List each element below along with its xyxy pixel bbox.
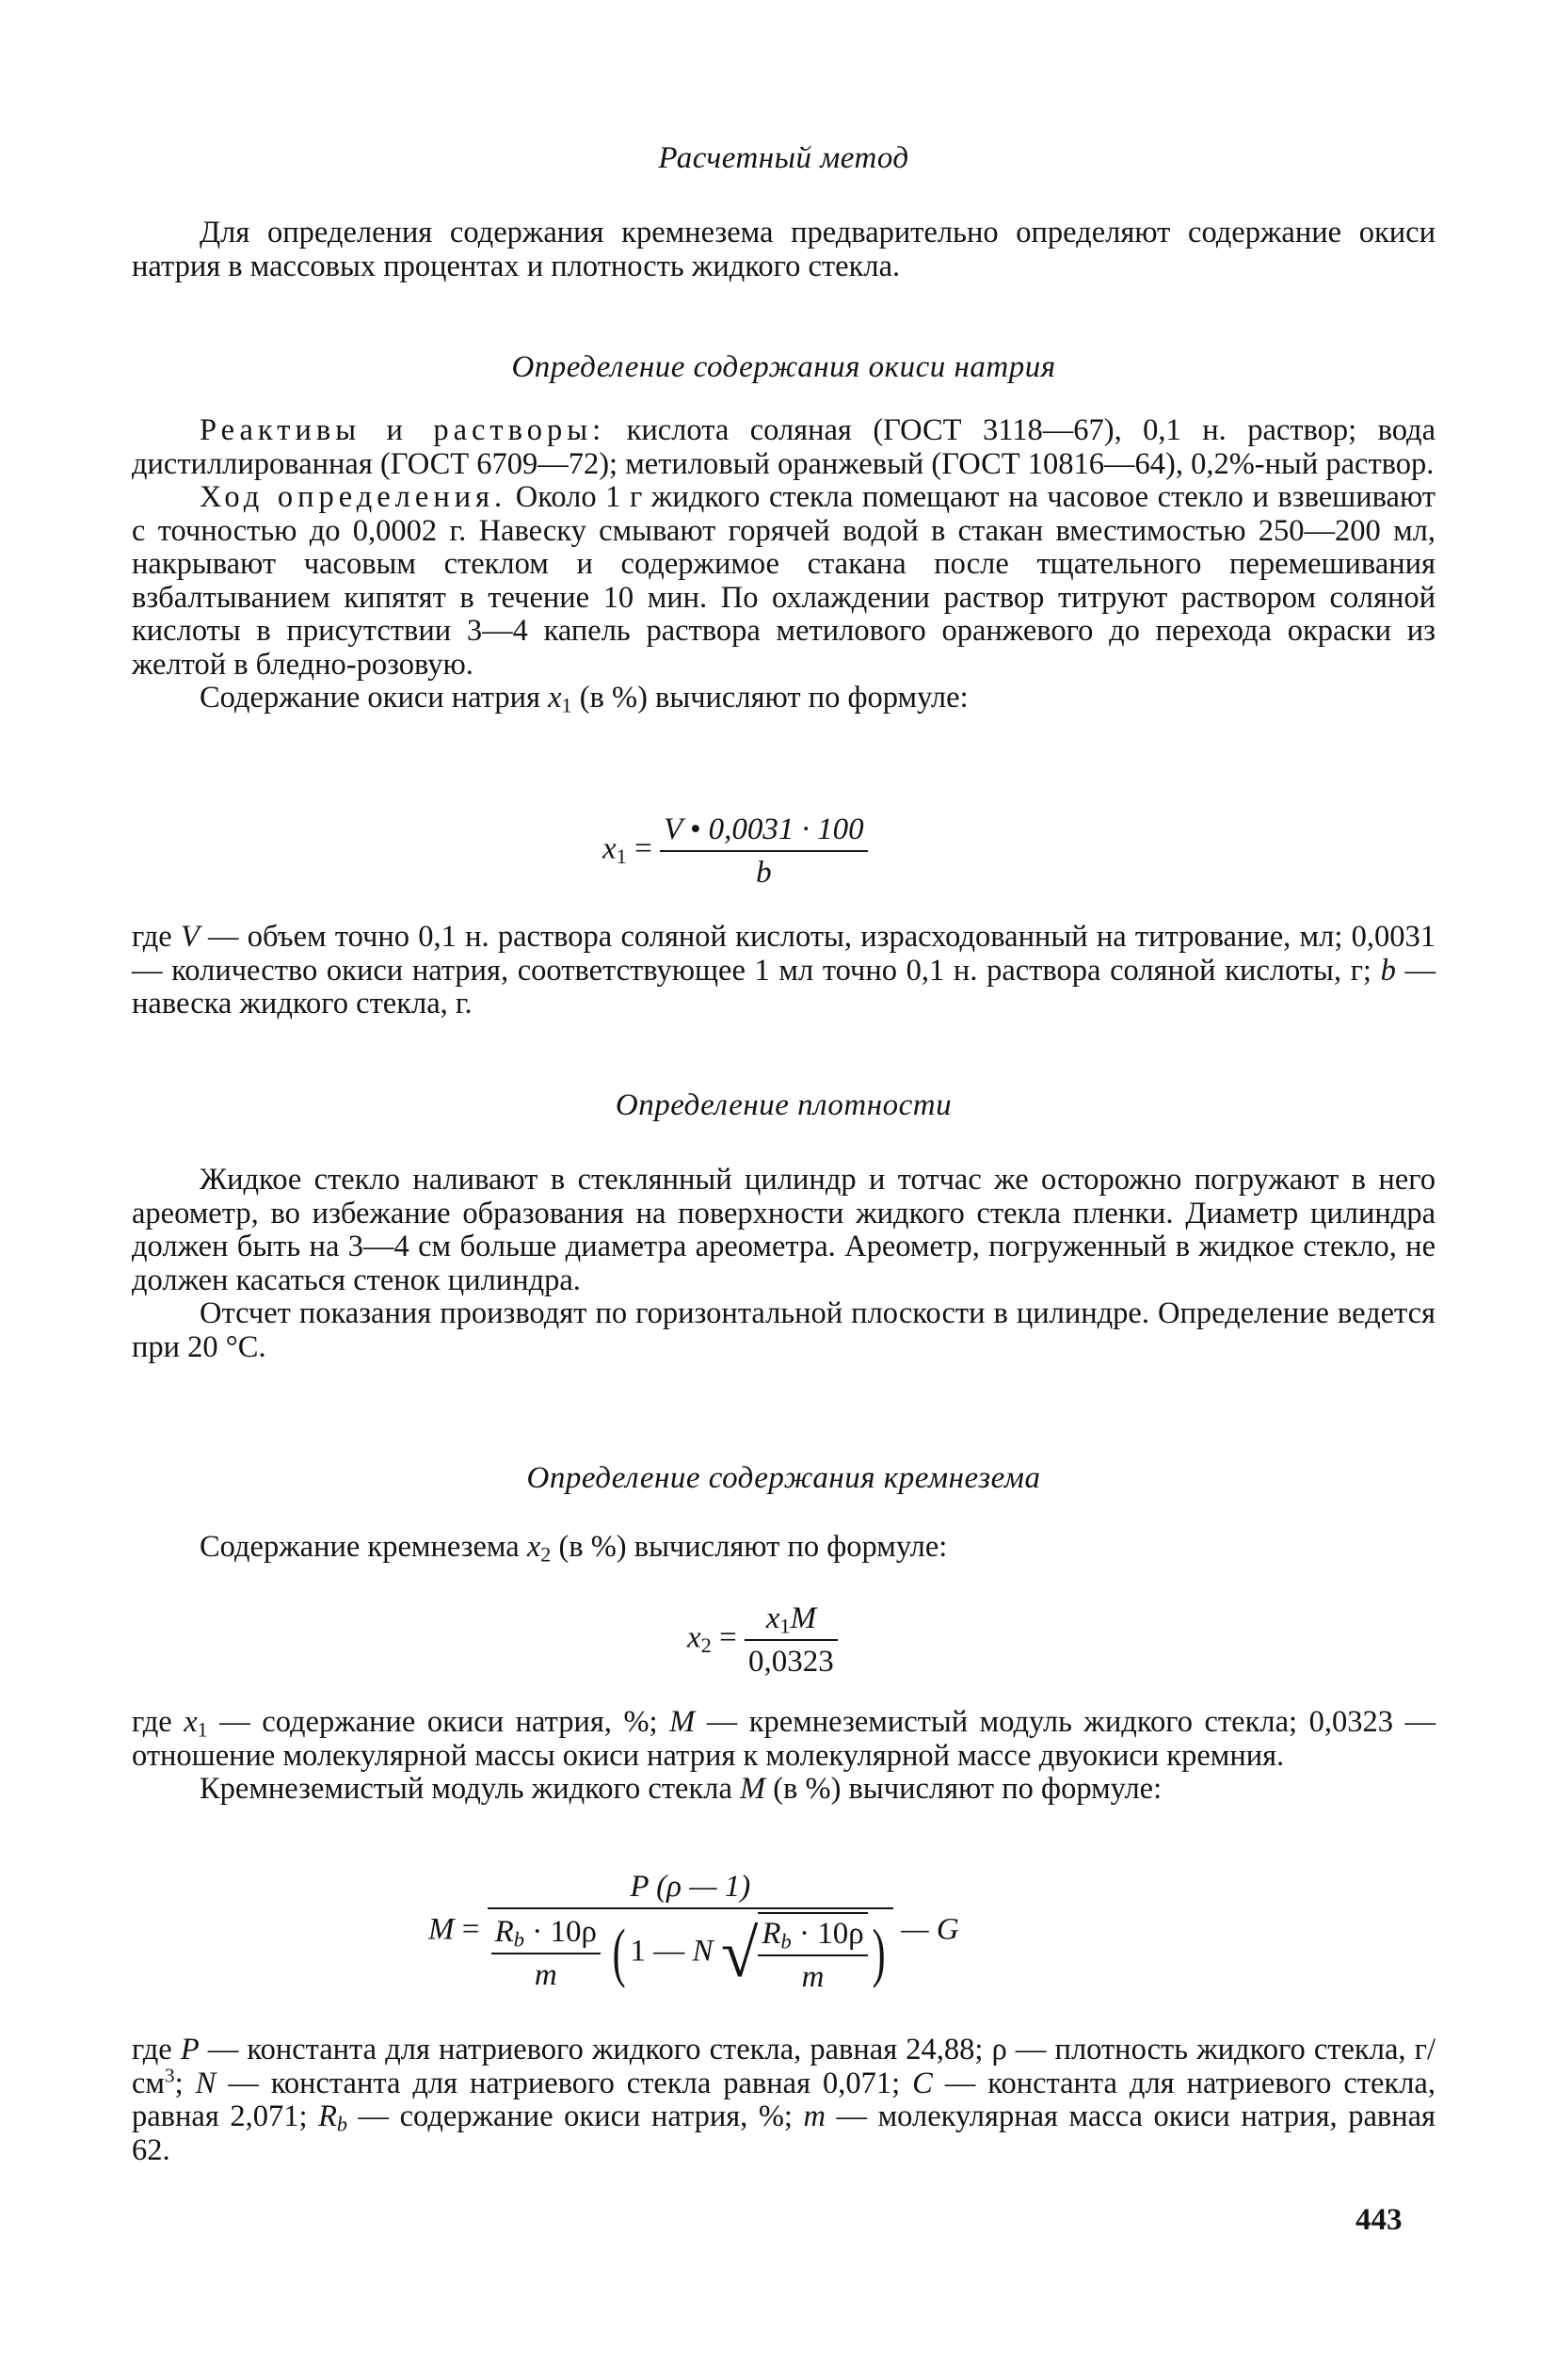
formula2-intro: Содержание кремнезема $x_2$ (в %) вычисляют по формуле: xyxy=(200,1530,948,1567)
formula2-denominator: 0,0323 xyxy=(748,1645,834,1679)
heading-sodium-oxide: Определение содержания окиси натрия xyxy=(511,350,1056,384)
formula3-legend: где P — константа для натриевого жидкого стекла, равная 24,88; ρ — плотность жидкого стекла, $г/см^3$; N — константа для натриевого стекла равная 0,071; C — константа для натриевого стекла, равная 2,071; $R_b$ — содержание окиси натрия, %; m — молекулярная масса окиси натрия, равная 62. xyxy=(132,2033,1436,2167)
formula2-legend-block xyxy=(132,1706,1436,1807)
page-number: 443 xyxy=(1355,2203,1403,2237)
formula1-fraction xyxy=(660,812,868,891)
formula-silica: $x_2$ = $\frac{x_1M}{0,0323}$ xyxy=(687,1600,838,1680)
heading-calculation-method: Расчетный метод xyxy=(658,141,909,175)
formula3-fraction xyxy=(488,1869,893,1995)
density-block xyxy=(132,1164,1436,1364)
formula1-numerator: V • 0,0031 · 100 xyxy=(660,812,868,852)
formula2-legend: где $x_1$ — содержание окиси натрия, %; M — кремнеземистый модуль жидкого стекла; 0,0323 — отношение молекулярной массы окиси натрия к молекулярной массе двуокиси кремния. xyxy=(132,1705,1436,1773)
sodium-oxide-block xyxy=(132,414,1436,716)
heading-silica: Определение содержания кремнезема xyxy=(526,1461,1041,1495)
procedure-text: Около 1 г жидкого стекла помещают на часовое стекло и взвешивают с точностью до 0,0002 г. Навеску смывают горячей водой в стакан вместимостью 250—200 мл, накрывают часовым стеклом и содержимое стакана после тщательного перемешивания взбалтыванием кипятят в течение 10 мин. По охлаждении раствор титруют раствором соляной кислоты в присутствии 3—4 капель раствора метилового оранжевого до перехода окраски из желтой в бледно-розовую. xyxy=(132,480,1436,682)
modulus-intro: Кремнеземистый модуль жидкого стекла M (в %) вычисляют по формуле: xyxy=(200,1772,1163,1806)
density-paragraph-2: Отсчет показания производят по горизонтальной плоскости в цилиндре. Определение ведется при 20 °C. xyxy=(132,1296,1436,1364)
formula3-legend-block xyxy=(132,2034,1436,2167)
formula3-sqrt: √ $\frac{R_b \cdot 10\rho}{m}$ xyxy=(721,1912,868,1995)
formula-sodium-oxide: $x_1$ = $\frac{V • 0,0031 \cdot 100}{b}$ xyxy=(602,812,868,891)
procedure-label: Ход определения. xyxy=(200,480,507,514)
formula1-intro: Содержание окиси натрия $x_1$ (в %) вычисляют по формуле: xyxy=(200,681,969,717)
silica-intro-block xyxy=(132,1531,1436,1565)
formula1-legend: где V — объем точно 0,1 н. раствора соляной кислоты, израсходованный на титрование, мл; 0,0031 — количество окиси натрия, соответствующее 1 мл точно 0,1 н. раствора соляной кислоты, г; b — навеска жидкого стекла, г. xyxy=(132,920,1436,1021)
reagents-paragraph xyxy=(132,414,1436,481)
intro-text: Для определения содержания кремнезема предварительно определяют содержание окиси натрия в массовых процентах и плотность жидкого стекла. xyxy=(132,216,1436,283)
paragraph-intro xyxy=(132,217,1436,283)
formula3-inner-fraction: $\frac{R_b \cdot 10\rho}{m}$ xyxy=(491,1914,601,1993)
reagents-text: кислота соляная (ГОСТ 3118—67), 0,1 н. раствор; вода дистиллированная (ГОСТ 6709—72); метиловый оранжевый (ГОСТ 10816—64), 0,2%-ный раствор. xyxy=(132,413,1436,481)
formula1-denominator: b xyxy=(756,856,772,890)
heading-density: Определение плотности xyxy=(615,1088,953,1122)
formula3-denominator: $\frac{R_b \cdot 10\rho}{m}$ ( 1 — N √ $\frac{R_b \cdot 10\rho}{m}$ ) xyxy=(488,1909,893,1995)
formula1-legend-block xyxy=(132,921,1436,1021)
reagents-label: Реактивы и растворы: xyxy=(200,413,606,447)
formula3-numerator: P (ρ — 1) xyxy=(488,1869,893,1909)
formula-modulus: M = P (ρ — 1) $\frac{R_b \cdot 10\rho}{m}$ ( 1 — N √ $\frac{R_b \cdot 10\rho}{m}$ ) — G xyxy=(428,1870,959,1994)
formula2-numerator: $x_1M$ xyxy=(745,1600,838,1641)
procedure-paragraph xyxy=(132,481,1436,682)
density-paragraph-1: Жидкое стекло наливают в стеклянный цилиндр и тотчас же осторожно погружают в него ареометр, во избежание образования на поверхности жидкого стекла пленки. Диаметр цилиндра должен быть на 3—4 см больше диаметра ареометра. Ареометр, погруженный в жидкое стекло, не должен касаться стенок цилиндра. xyxy=(132,1163,1436,1297)
formula2-fraction xyxy=(745,1600,838,1680)
